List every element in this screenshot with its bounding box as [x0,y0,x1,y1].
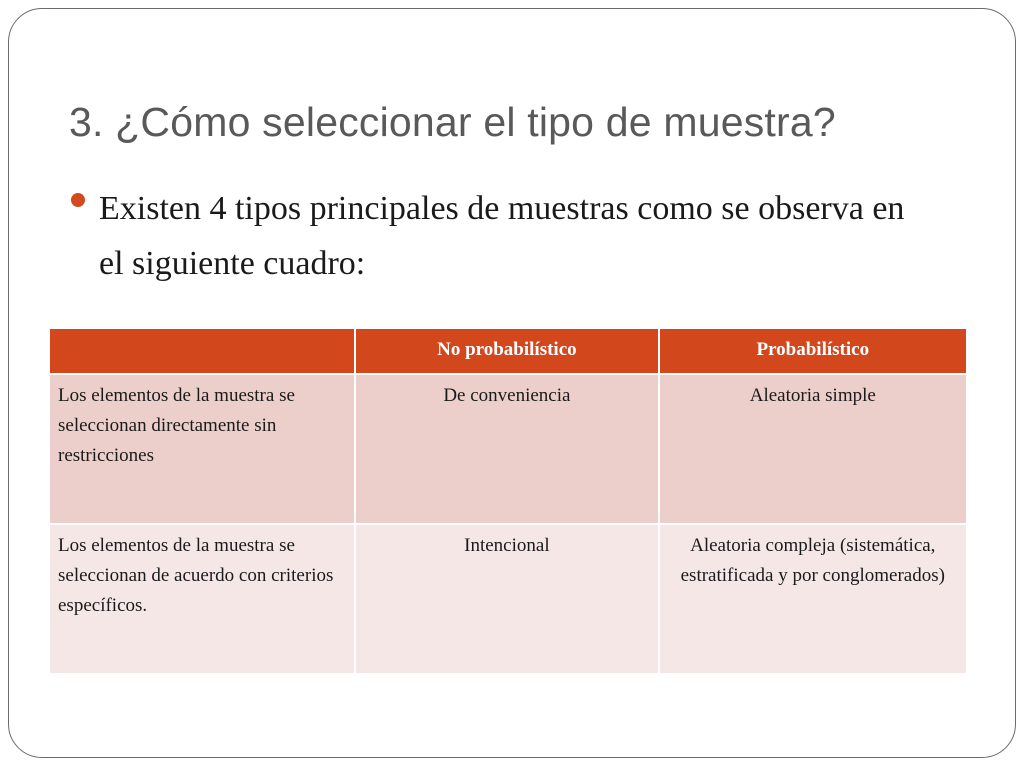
row-description: Los elementos de la muestra se seleccionan de acuerdo con criterios específicos. [49,524,355,674]
header-cell-empty [49,328,355,374]
header-cell-probabilistico: Probabilístico [659,328,967,374]
bullet-point [71,181,931,291]
row-description: Los elementos de la muestra se seleccionan directamente sin restricciones [49,374,355,524]
header-cell-no-probabilistico: No probabilístico [355,328,658,374]
bullet-text: Existen 4 tipos principales de muestras como se observa en el siguiente cuadro: [99,190,905,282]
table-row [49,374,967,524]
table-cell: Aleatoria simple [659,374,967,524]
table-cell: Intencional [355,524,658,674]
table-row [49,524,967,674]
table-cell: Aleatoria compleja (sistemática, estratificada y por conglomerados) [659,524,967,674]
bullet-dot-icon [71,193,85,207]
sampling-types-table [48,327,968,675]
table-header-row [49,328,967,374]
slide-title: 3. ¿Cómo seleccionar el tipo de muestra? [69,99,836,145]
table-cell: De conveniencia [355,374,658,524]
